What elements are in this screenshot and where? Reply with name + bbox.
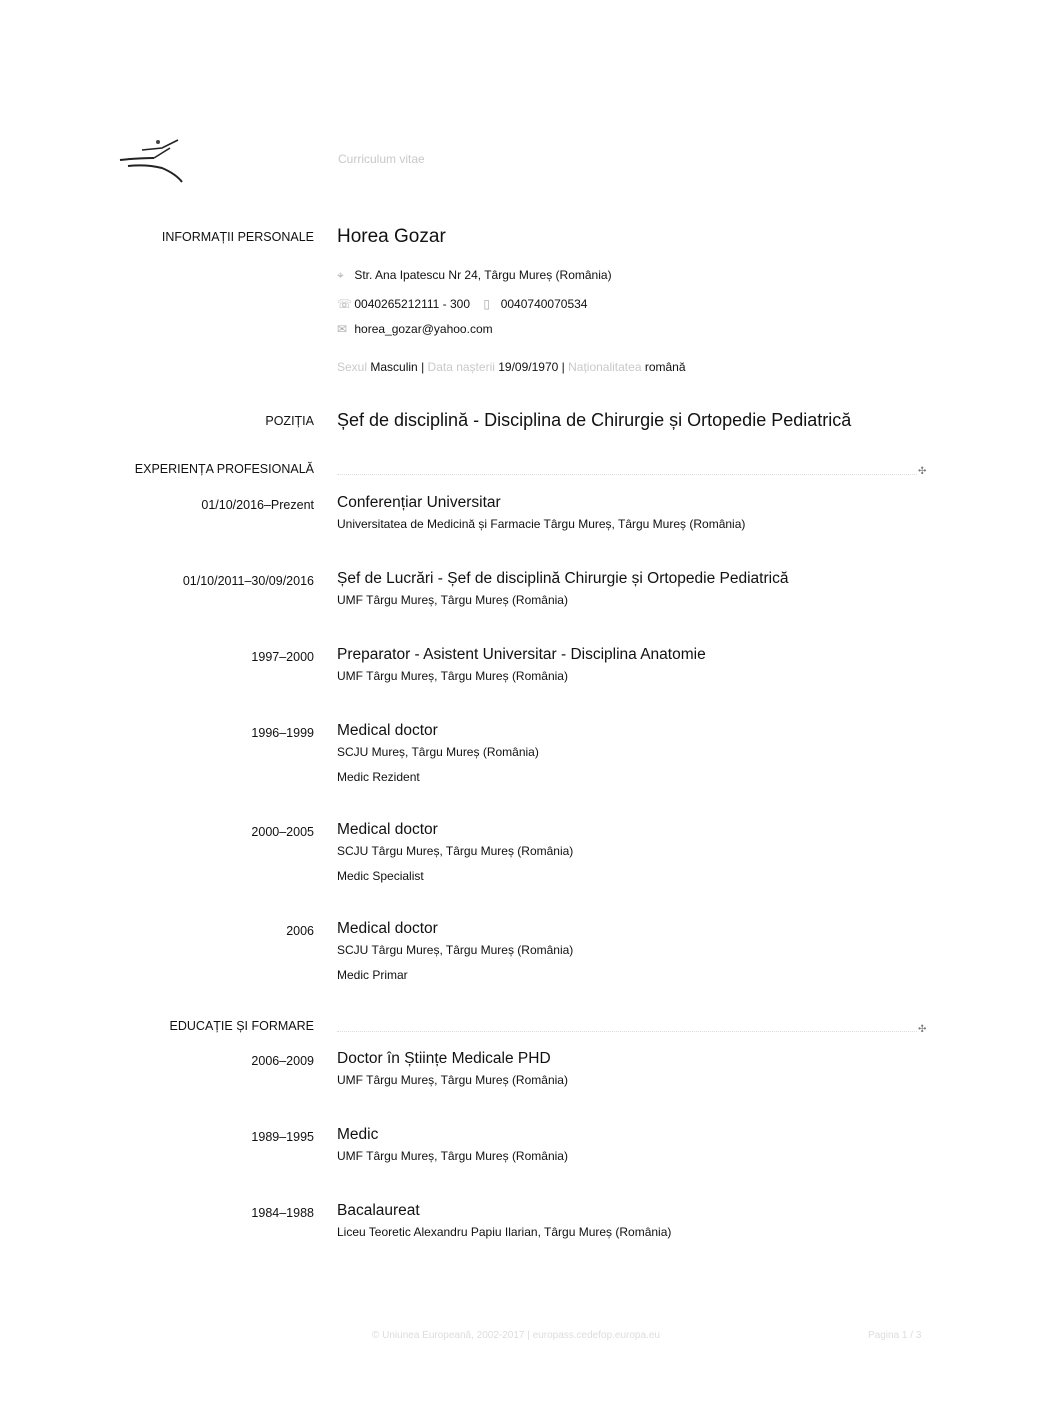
sex-label: Sexul [337, 360, 368, 374]
address [337, 268, 612, 283]
entry-title: Șef de Lucrări - Șef de disciplină Chirurgie și Ortopedie Pediatrică [337, 570, 789, 587]
entry-date: 1989–1995 [251, 1130, 314, 1144]
phone-text: 0040265212111 - 300 [354, 297, 471, 311]
entry-date: 1996–1999 [251, 726, 314, 740]
entry-organization: Liceu Teoretic Alexandru Papiu Ilarian, Târgu Mureș (România) [337, 1225, 672, 1239]
footer-page: Pagina 1 / 3 [868, 1330, 922, 1341]
entry-title: Medical doctor [337, 722, 438, 739]
phones [337, 297, 587, 311]
entry-organization: UMF Târgu Mureș, Târgu Mureș (România) [337, 1073, 568, 1087]
nationality-label: Naționalitatea [568, 360, 642, 374]
email-text: horea_gozar@yahoo.com [354, 322, 493, 336]
entry-title: Medic [337, 1126, 379, 1143]
entry-title: Medical doctor [337, 920, 438, 937]
footer-copyright: © Uniunea Europeană, 2002-2017 | europass.cedefop.europa.eu [372, 1330, 660, 1341]
location-icon: ⌖ [337, 268, 344, 282]
position-value: Șef de disciplină - Disciplina de Chirurgie și Ortopedie Pediatrică [337, 410, 852, 430]
mobile-icon: ▯ [483, 297, 490, 311]
entry-title: Preparator - Asistent Universitar - Disciplina Anatomie [337, 646, 706, 663]
phone-icon: ☏ [337, 297, 353, 311]
entry-date: 01/10/2011–30/09/2016 [182, 574, 314, 588]
entry-date: 1984–1988 [251, 1206, 314, 1220]
entry-date: 2006–2009 [251, 1054, 314, 1068]
entry-title: Doctor în Științe Medicale PHD [337, 1050, 551, 1067]
entry-title: Conferențiar Universitar [337, 494, 501, 511]
section-divider [337, 1031, 917, 1032]
education-section-label: EDUCAȚIE ȘI FORMARE [169, 1019, 314, 1033]
entry-organization: Universitatea de Medicină și Farmacie Târgu Mureș, Târgu Mureș (România) [337, 517, 746, 531]
entry-title: Bacalaureat [337, 1202, 420, 1219]
section-divider [337, 474, 917, 475]
section-icon: ✣ [918, 466, 927, 477]
nationality: română [644, 360, 686, 374]
entry-date: 01/10/2016–Prezent [201, 498, 314, 512]
person-name: Horea Gozar [337, 226, 446, 247]
email [337, 322, 493, 336]
doc-title: Curriculum vitae [338, 152, 425, 166]
email-icon: ✉ [337, 322, 348, 336]
entry-organization: UMF Târgu Mureș, Târgu Mureș (România) [337, 669, 568, 683]
entry-organization: UMF Târgu Mureș, Târgu Mureș (România) [337, 1149, 568, 1163]
mobile-text: 0040740070534 [500, 297, 588, 311]
entry-date: 1997–2000 [251, 650, 314, 664]
entry-note: Medic Primar [337, 968, 408, 982]
entry-organization: SCJU Târgu Mureș, Târgu Mureș (România) [337, 943, 574, 957]
entry-date: 2006 [286, 924, 314, 938]
entry-note: Medic Rezident [337, 770, 420, 784]
entry-organization: SCJU Târgu Mureș, Târgu Mureș (România) [337, 844, 574, 858]
experience-section-label: EXPERIENȚA PROFESIONALĂ [134, 462, 314, 476]
entry-note: Medic Specialist [337, 869, 424, 883]
personal-details: Sexul Masculin | Data nașterii 19/09/1970 | Naționalitatea română [337, 360, 686, 374]
entry-title: Medical doctor [337, 821, 438, 838]
birth-label: Data nașterii [427, 360, 495, 374]
position-label: POZIȚIA [265, 414, 314, 428]
birth-date: 19/09/1970 [498, 360, 559, 374]
sex: Masculin [370, 360, 418, 374]
personal-section-label: INFORMAȚII PERSONALE [161, 230, 314, 244]
entry-organization: UMF Târgu Mureș, Târgu Mureș (România) [337, 593, 568, 607]
entry-organization: SCJU Mureș, Târgu Mureș (România) [337, 745, 539, 759]
address-text: Str. Ana Ipatescu Nr 24, Târgu Mureș (România) [354, 268, 612, 282]
entry-date: 2000–2005 [251, 825, 314, 839]
section-icon: ✣ [918, 1024, 927, 1035]
europass-logo [118, 138, 190, 184]
